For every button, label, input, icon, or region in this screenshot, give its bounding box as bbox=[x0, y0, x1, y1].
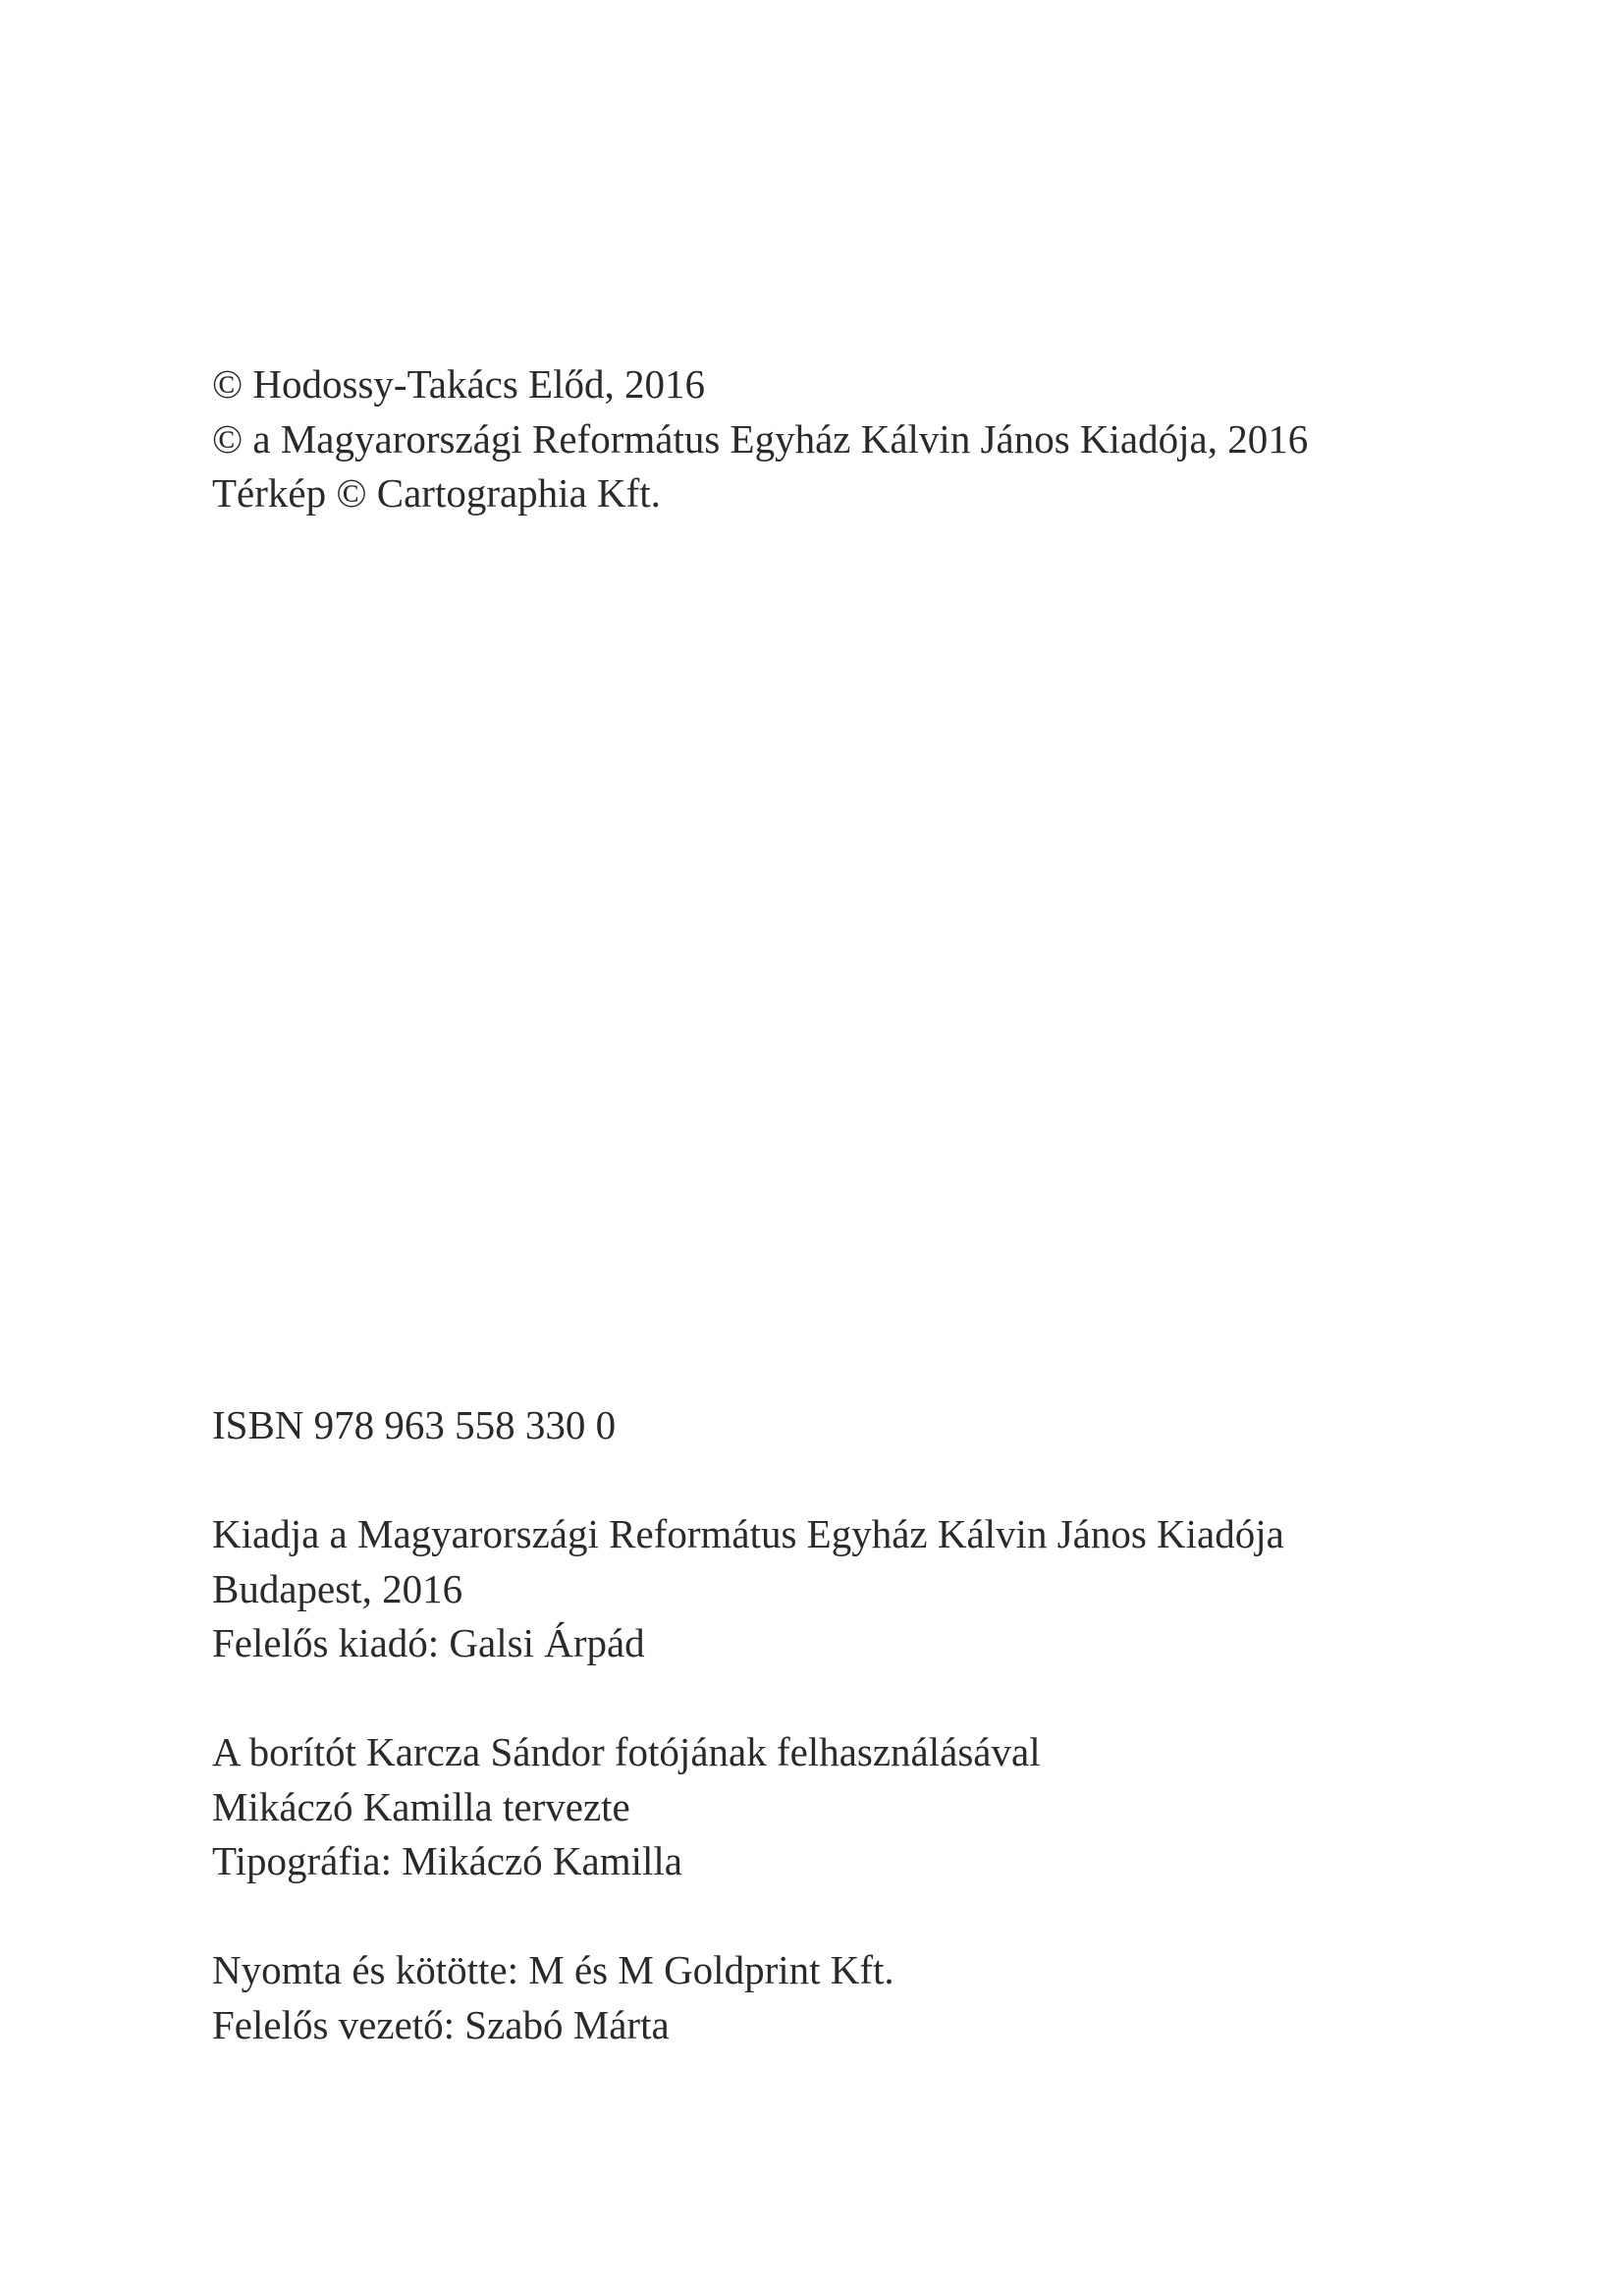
typography-credit: Tipográfia: Mikáczó Kamilla bbox=[212, 1838, 682, 1883]
isbn-number: ISBN 978 963 558 330 0 bbox=[212, 1402, 617, 1447]
publication-place-year: Budapest, 2016 bbox=[212, 1565, 463, 1611]
copyright-publisher-line: © a Magyarországi Református Egyház Kálvin János Kiadója, 2016 bbox=[212, 415, 1309, 462]
publisher-info bbox=[212, 1507, 1284, 1671]
publisher-name-line: Kiadja a Magyarországi Református Egyház Kálvin János Kiadója bbox=[212, 1511, 1284, 1556]
isbn bbox=[212, 1398, 616, 1453]
printer-name-line: Nyomta és kötötte: M és M Goldprint Kft. bbox=[212, 1947, 894, 1992]
copyright-author-line: © Hodossy-Takács Előd, 2016 bbox=[212, 361, 705, 407]
cover-design-credits bbox=[212, 1725, 1041, 1889]
printer-info bbox=[212, 1943, 894, 2052]
printer-manager-line: Felelős vezető: Szabó Márta bbox=[212, 2001, 670, 2047]
copyright-map-line: Térkép © Cartographia Kft. bbox=[212, 470, 661, 516]
responsible-publisher: Felelős kiadó: Galsi Árpád bbox=[212, 1620, 645, 1665]
copyright-notice bbox=[212, 357, 1308, 521]
cover-photo-credit: A borítót Karcza Sándor fotójának felhasználásával bbox=[212, 1729, 1041, 1774]
cover-designer-credit: Mikáczó Kamilla tervezte bbox=[212, 1783, 630, 1829]
